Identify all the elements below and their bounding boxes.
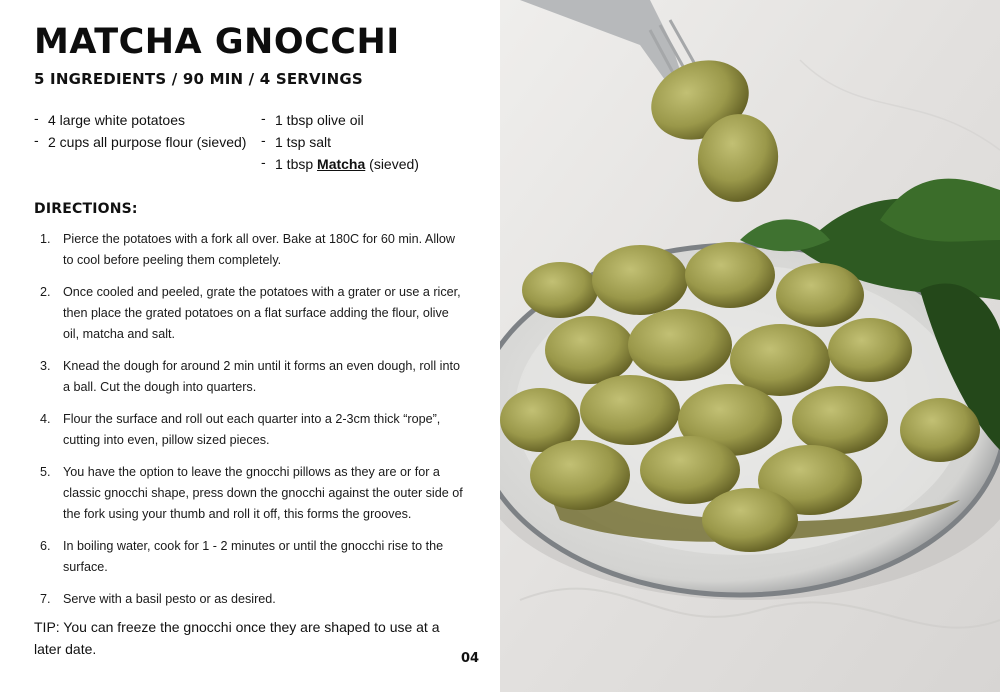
step-text: Knead the dough for around 2 min until it forms an even dough, roll into a ball. Cut the dough into quarters. bbox=[63, 359, 460, 394]
direction-step bbox=[40, 462, 468, 525]
ingredient-amount: 1 tbsp bbox=[275, 156, 318, 172]
matcha-link[interactable]: Matcha bbox=[317, 156, 366, 172]
step-number: 7. bbox=[40, 592, 51, 606]
direction-step bbox=[40, 536, 468, 578]
step-text: You have the option to leave the gnocchi pillows as they are or for a classic gnocchi shape, press down the gnocchi against the outer side of the fork using your thumb and roll it off, this forms the grooves. bbox=[63, 465, 463, 521]
directions-heading: DIRECTIONS: bbox=[34, 201, 138, 217]
ingredient-item: - 4 large white potatoes bbox=[34, 109, 261, 131]
recipe-photo bbox=[500, 0, 1000, 692]
recipe-summary: 5 INGREDIENTS / 90 MIN / 4 SERVINGS bbox=[34, 70, 363, 88]
step-number: 1. bbox=[40, 232, 51, 246]
direction-step bbox=[40, 356, 468, 398]
step-text: Flour the surface and roll out each quarter into a 2-3cm thick “rope”, cutting into even, pillow sized pieces. bbox=[63, 412, 441, 447]
step-number: 6. bbox=[40, 539, 51, 553]
directions-list bbox=[40, 229, 468, 621]
ingredient-note: (sieved) bbox=[365, 156, 419, 172]
direction-step bbox=[40, 409, 468, 451]
gnocchi-photo bbox=[500, 0, 1000, 692]
step-number: 5. bbox=[40, 465, 51, 479]
recipe-tip: TIP: You can freeze the gnocchi once they are shaped to use at a later date. bbox=[34, 619, 440, 657]
page-title: MATCHA GNOCCHI bbox=[34, 22, 400, 62]
step-number: 2. bbox=[40, 285, 51, 299]
step-text: Pierce the potatoes with a fork all over. Bake at 180C for 60 min. Allow to cool before peeling them completely. bbox=[63, 232, 456, 267]
direction-step bbox=[40, 589, 468, 610]
ingredient-item bbox=[261, 153, 474, 175]
ingredient-item: - 1 tbsp olive oil bbox=[261, 109, 474, 131]
ingredients-column-1 bbox=[34, 109, 261, 175]
step-text: Serve with a basil pesto or as desired. bbox=[63, 592, 276, 606]
ingredient-item: - 1 tsp salt bbox=[261, 131, 474, 153]
step-text: Once cooled and peeled, grate the potatoes with a grater or use a ricer, then place the grated potatoes on a flat surface adding the flour, olive oil, matcha and salt. bbox=[63, 285, 461, 341]
step-number: 4. bbox=[40, 412, 51, 426]
ingredients-list bbox=[34, 109, 474, 175]
direction-step bbox=[40, 229, 468, 271]
direction-step bbox=[40, 282, 468, 345]
ingredient-item: - 2 cups all purpose flour (sieved) bbox=[34, 131, 261, 153]
page-number: 04 bbox=[461, 651, 480, 666]
step-text: In boiling water, cook for 1 - 2 minutes or until the gnocchi rise to the surface. bbox=[63, 539, 444, 574]
ingredients-column-2 bbox=[261, 109, 474, 175]
step-number: 3. bbox=[40, 359, 51, 373]
